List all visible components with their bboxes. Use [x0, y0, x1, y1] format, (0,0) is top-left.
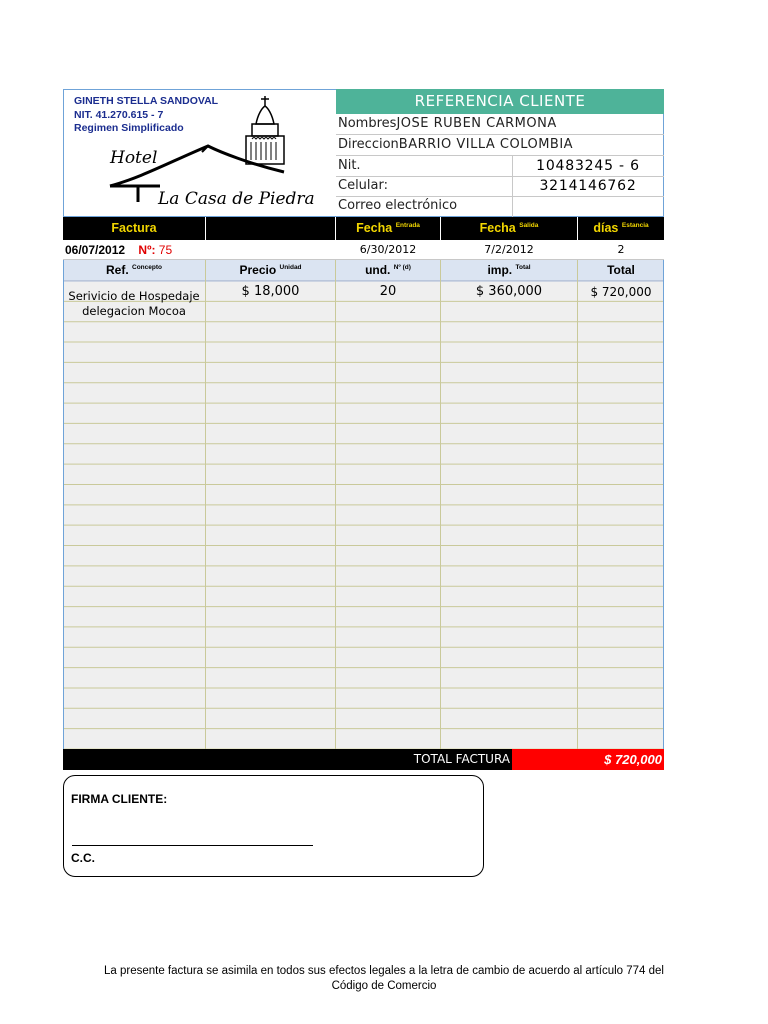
- firma-cliente-label: FIRMA CLIENTE:: [71, 792, 168, 806]
- factura-label: Factura: [111, 221, 157, 235]
- items-grid-lines: [63, 260, 665, 750]
- client-nit-row: [336, 156, 664, 177]
- celular-label: Celular:: [338, 178, 389, 193]
- issuer-regime: Regimen Simplificado: [74, 122, 184, 134]
- client-correo-row: [336, 196, 664, 216]
- total-factura-value: $ 720,000: [512, 749, 664, 770]
- total-factura-label: TOTAL FACTURA: [63, 749, 512, 770]
- client-nombres-row: [336, 114, 664, 135]
- legal-line-1: La presente factura se asimila en todos sus efectos legales a la letra de cambio de acuerdo al artículo 774 del: [103, 965, 664, 977]
- client-direccion-row: [336, 135, 664, 156]
- item-price: $ 18,000: [241, 284, 300, 299]
- fecha-salida-label: Fecha $^{Salida}$: [479, 221, 539, 235]
- salida-date: 7/2/2012: [484, 243, 534, 256]
- col-precio: Precio $^{Unidad}$: [206, 260, 335, 281]
- client-divider: [512, 156, 513, 217]
- issuer-nit: NIT. 41.270.615 - 7: [74, 108, 164, 121]
- invoice-date-cell: [63, 240, 205, 260]
- nombres-value: JOSE RUBEN CARMONA: [396, 116, 557, 131]
- dias-value: 2: [617, 243, 625, 256]
- item-total: $ 720,000: [590, 285, 652, 299]
- item-concept: Serivicio de Hospedaje delegacion Mocoa: [68, 289, 200, 318]
- direccion-value: BARRIO VILLA COLOMBIA: [398, 137, 574, 152]
- col-total: Total: [578, 260, 664, 281]
- dias-label: días $^{Estancia}$: [593, 221, 649, 235]
- client-celular-row: [336, 176, 664, 197]
- col-und: und. $^{Nº (d)}$: [336, 260, 440, 281]
- col-ref: Ref. $^{Concepto}$: [63, 260, 205, 281]
- invoice-number: 75: [158, 243, 173, 257]
- signature-box: [63, 775, 484, 877]
- logo-hotel-text: Hotel: [110, 148, 158, 168]
- legal-line-2: Código de Comercio: [331, 980, 437, 992]
- entrada-date: 6/30/2012: [359, 243, 417, 256]
- nit-value: 10483245 - 6: [536, 158, 640, 174]
- invoice-number-label: Nº:: [138, 243, 156, 257]
- legal-footer: [60, 964, 708, 994]
- invoice-date: 06/07/2012: [65, 243, 126, 257]
- item-imp: $ 360,000: [475, 284, 543, 299]
- client-reference-header: REFERENCIA CLIENTE: [336, 89, 664, 114]
- col-imp: imp. $^{Total}$: [441, 260, 577, 281]
- correo-label: Correo electrónico: [338, 198, 458, 213]
- issuer-name: GINETH STELLA SANDOVAL: [74, 95, 219, 107]
- direccion-label: Direccion: [338, 137, 399, 152]
- nit-label: Nit.: [338, 158, 361, 173]
- signature-line: [72, 845, 313, 846]
- cc-label: C.C.: [71, 851, 95, 865]
- nombres-label: Nombres: [338, 116, 397, 131]
- fecha-entrada-label: Fecha $^{Entrada}$: [356, 221, 420, 235]
- logo-name-text: La Casa de Piedra: [158, 189, 315, 209]
- celular-value: 3214146762: [539, 178, 637, 194]
- bar-divider: [205, 217, 206, 240]
- item-units: 20: [379, 284, 397, 299]
